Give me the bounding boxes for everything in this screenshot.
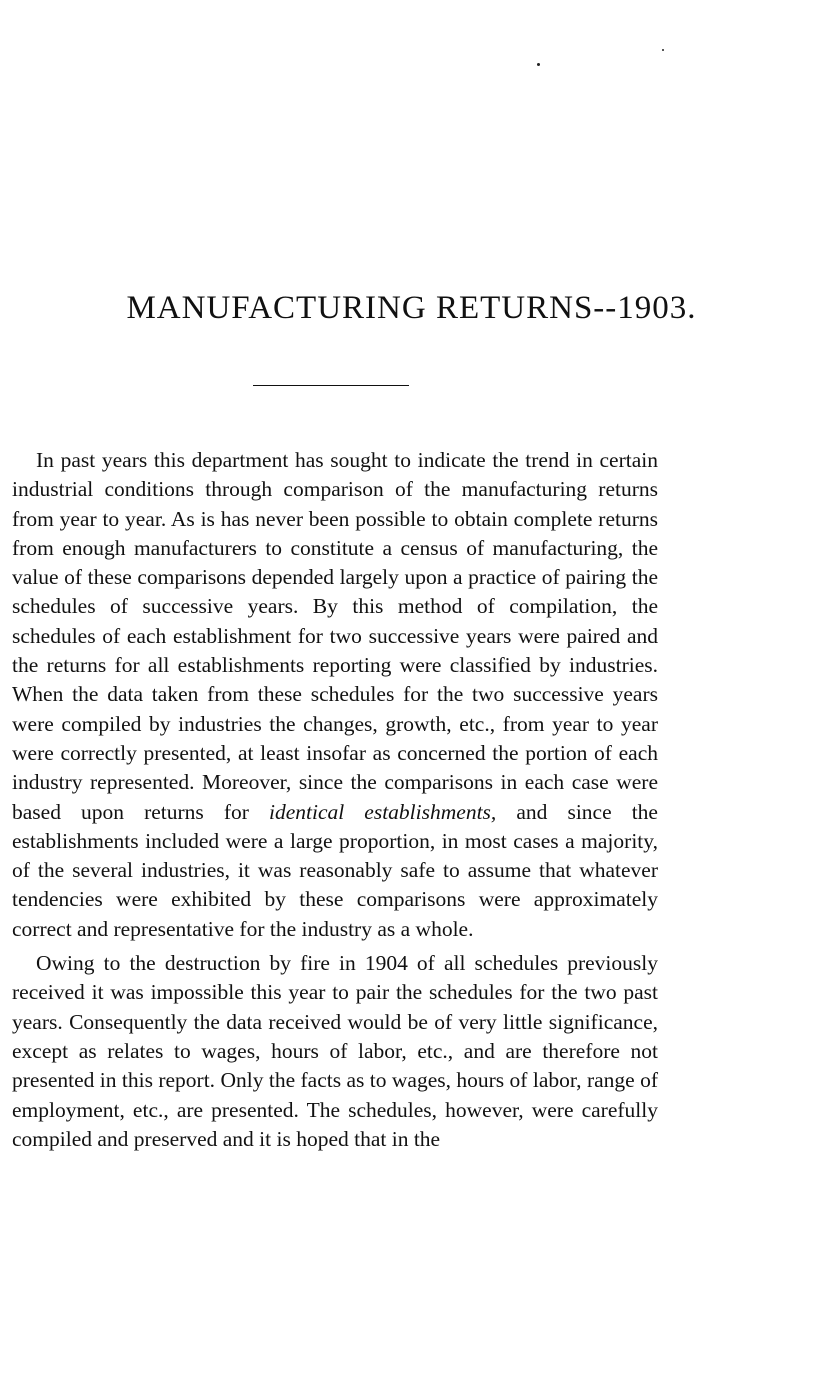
print-speck [537,63,540,66]
paragraph-1-text-after: and since the establishments included were a large proportion, in most cases a majority, of the several industries, it was reasonably safe to assume that whatever tendencies were exhibited by these comparisons were approximately correct and representative for the industry as a whole. [12,799,658,941]
paragraph-2: Owing to the destruction by fire in 1904 of all schedules previously received it was impossible this year to pair the schedules for the two past years. Consequently the data received would be of very little significance, except as relates to wages, hours of labor, etc., and are therefore not presented in this report. Only the facts as to wages, hours of labor, range of employment, etc., are presented. The schedules, however, were carefully compiled and preserved and it is hoped that in the [12,951,658,1151]
paragraph-1-emphasis: identical establishments, [269,799,497,824]
paragraph-1 [12,446,658,944]
title-divider [253,385,409,386]
page-title: MANUFACTURING RETURNS--1903. [126,290,697,326]
body-text [12,446,658,1154]
paragraph-1-text-before: In past years this department has sought to indicate the trend in certain industrial conditions through comparison of the manufacturing returns from year to year. As is has never been possible to obtain complete returns from enough manufacturers to constitute a census of manufacturing, the value of these comparisons depended largely upon a practice of pairing the schedules of successive years. By this method of compilation, the schedules of each establishment for two successive years were paired and the returns for all establishments reporting were classified by industries. When the data taken from these schedules for the two successive years were compiled by industries the changes, growth, etc., from year to year were correctly presented, at least insofar as concerned the portion of each industry represented. Moreover, since the comparisons in each case were based upon returns for [12,448,658,824]
print-speck [662,49,664,51]
